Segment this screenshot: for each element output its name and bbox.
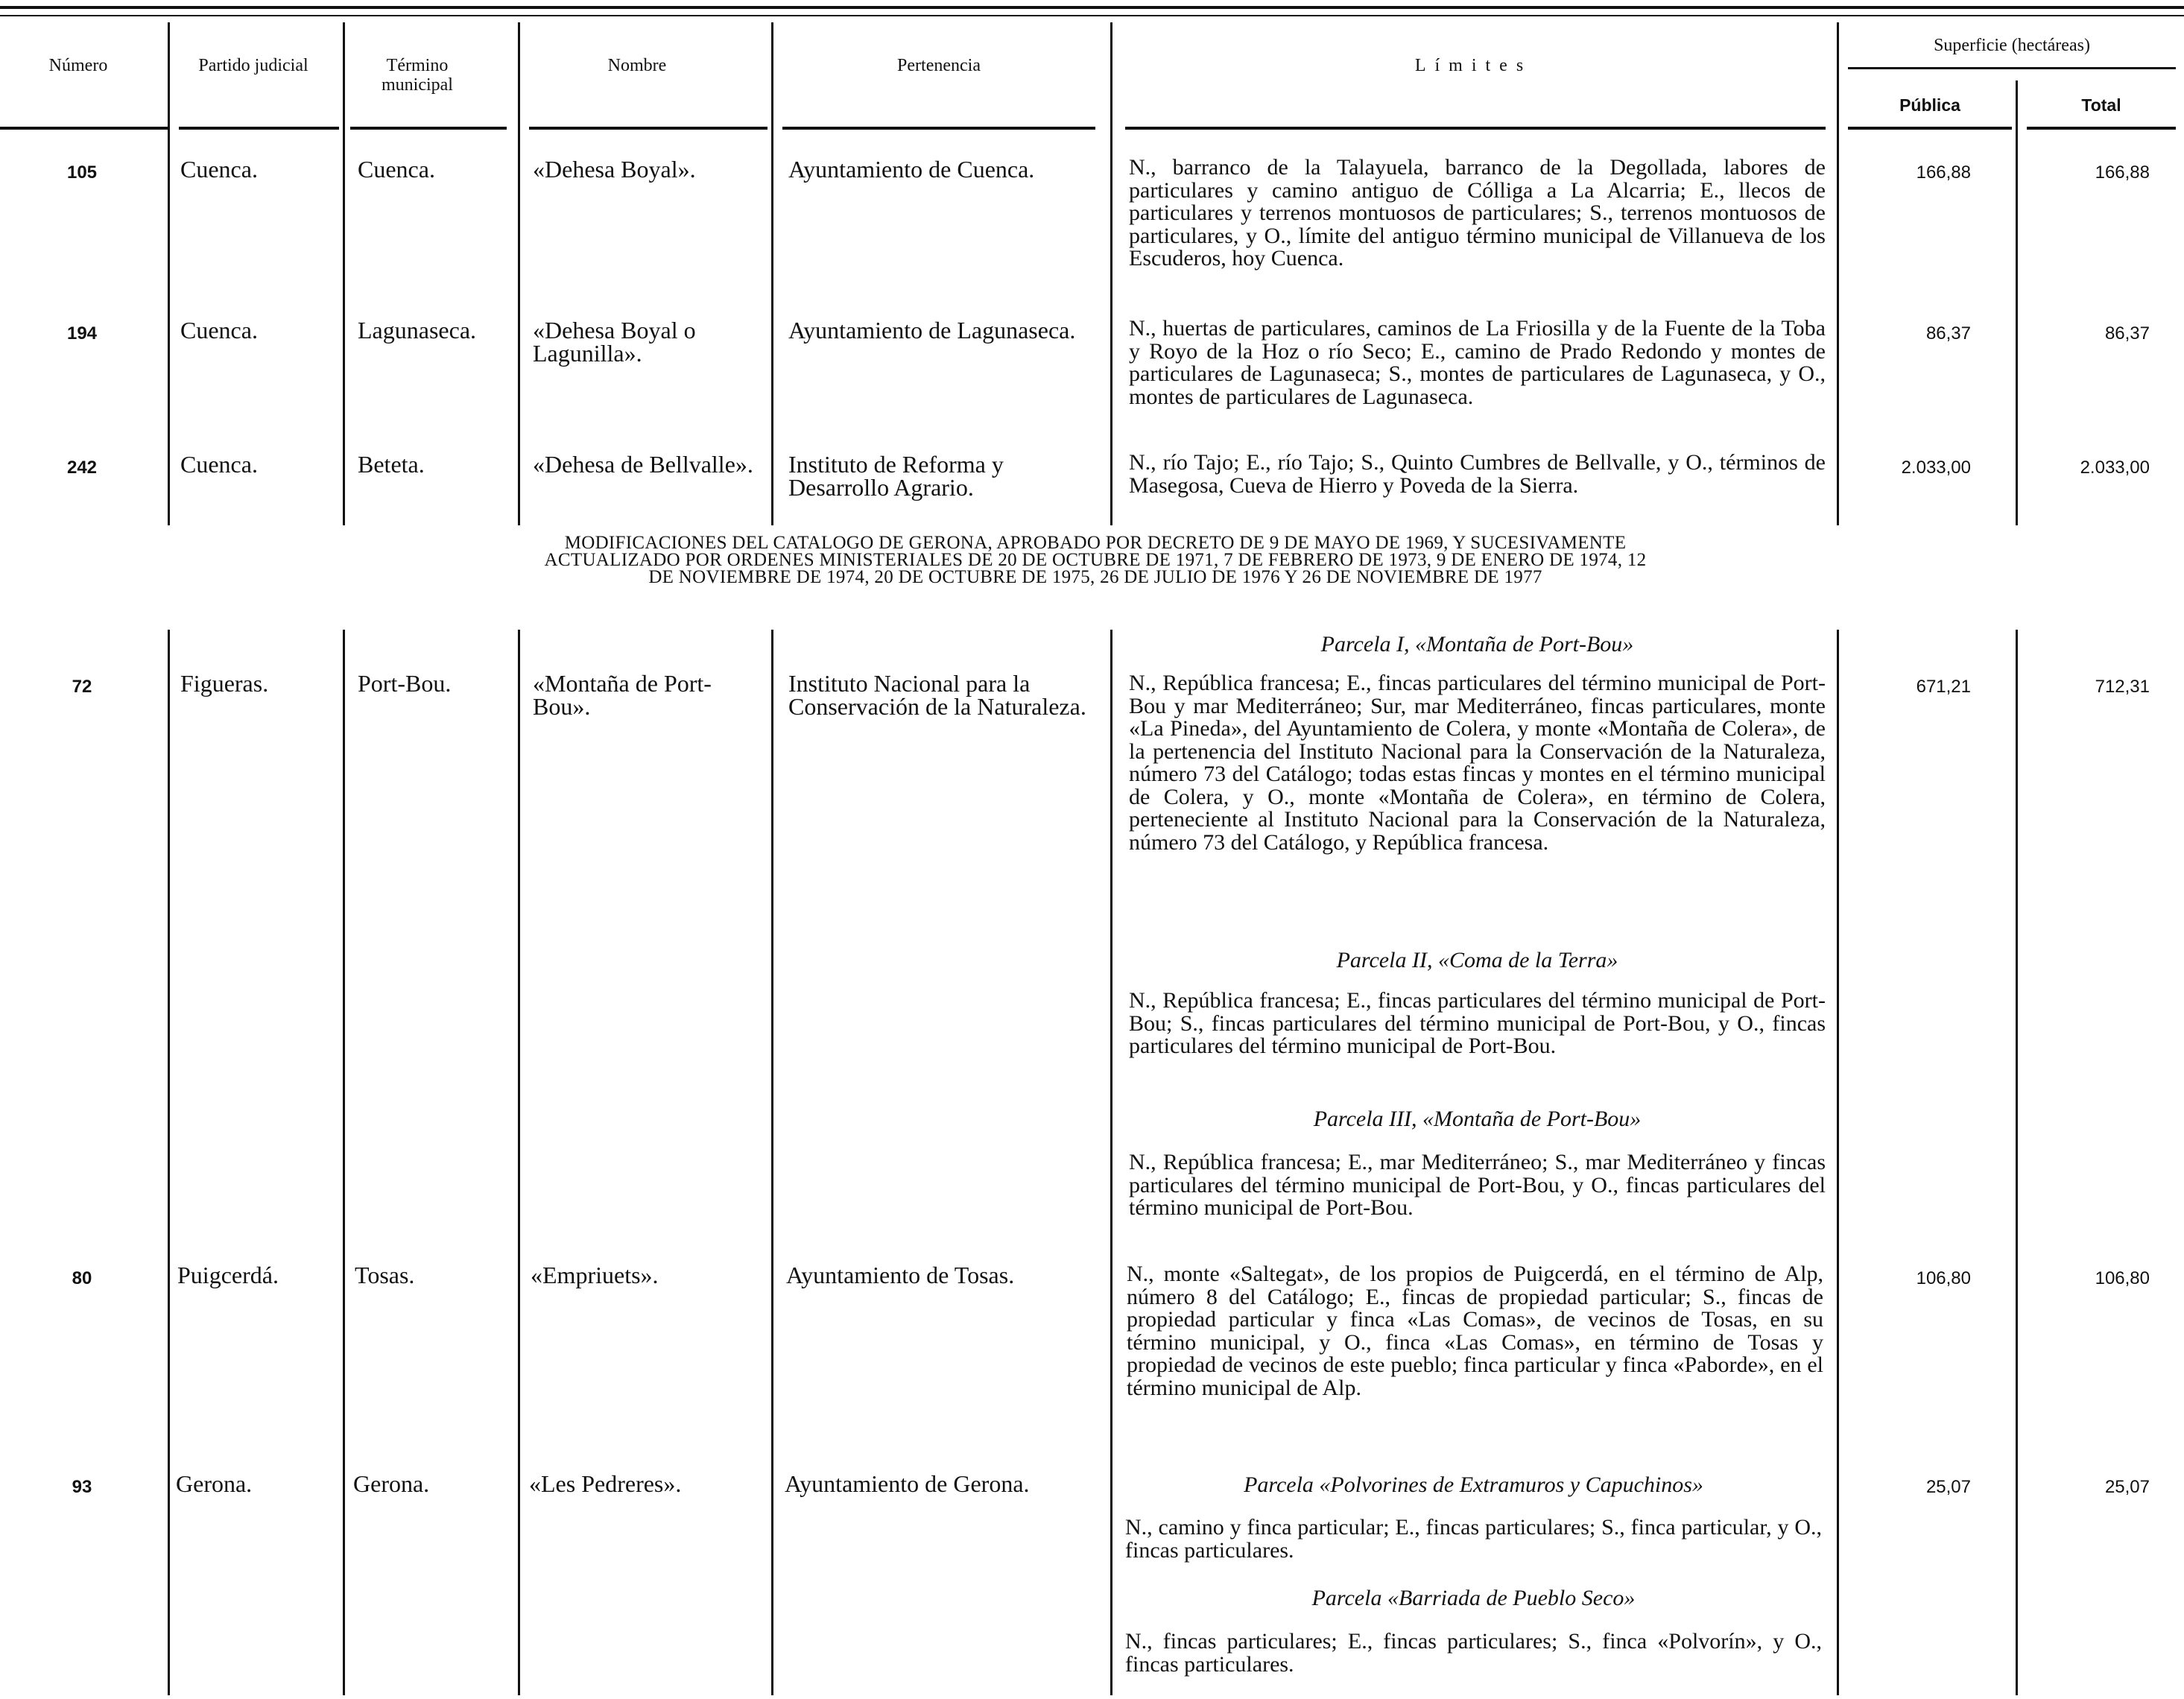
- row-194-limites: N., huertas de particulares, caminos de La Friosilla y de la Fuente de la Toba y Royo de la Hoz o río Seco; E., camino de Prado Redondo y montes de particulares de Lagunaseca; S., montes de particulares de Lagunaseca, y O., montes de particulares de Lagunaseca.: [1129, 316, 1826, 409]
- top-rule: [0, 6, 2184, 9]
- col-rule: [518, 630, 520, 1695]
- header-bottom-rule-5: [782, 127, 1095, 130]
- row-194-termino: Lagunaseca.: [358, 317, 477, 344]
- header-bottom-rule-2: [179, 127, 339, 130]
- row-242-termino: Beteta.: [358, 451, 425, 478]
- row-194-nombre: «Dehesa Boyal o Lagunilla».: [533, 317, 696, 367]
- col-rule: [771, 22, 773, 525]
- row-72-parcela-2-title: Parcela II, «Coma de la Terra»: [1336, 948, 1618, 972]
- row-105-nombre: «Dehesa Boyal».: [533, 156, 696, 183]
- top-rule-thin: [0, 15, 2184, 16]
- header-bottom-rule-4: [529, 127, 767, 130]
- col-rule: [1110, 630, 1112, 1695]
- row-93-pertenencia: Ayuntamiento de Gerona.: [785, 1470, 1030, 1497]
- row-105-pertenencia: Ayuntamiento de Cuenca.: [788, 156, 1035, 183]
- row-194-partido: Cuenca.: [180, 317, 258, 344]
- row-93-partido: Gerona.: [176, 1470, 253, 1497]
- header-bottom-rule-1: [0, 127, 168, 130]
- col-rule: [2016, 630, 2018, 1695]
- row-80-limites: N., monte «Saltegat», de los propios de Puigcerdá, en el término de Alp, número 8 del Catálogo; E., fincas de propiedad particular; S., fincas de propiedad particular y finca «Las Comas», de vecinos de Tosas, en su término municipal, y O., finca «Las Comas», en término de Tosas y propiedad de vecinos de este pueblo; finca particular y finca «Paborde», en el término municipal de Alp.: [1127, 1262, 1823, 1400]
- row-242-partido: Cuenca.: [180, 451, 258, 478]
- row-242-total: 2.033,00: [2080, 458, 2150, 478]
- col-rule: [343, 22, 345, 525]
- col-rule: [343, 630, 345, 1695]
- row-80-pertenencia: Ayuntamiento de Tosas.: [786, 1262, 1015, 1288]
- row-242-numero: 242: [66, 458, 98, 478]
- row-242-limites: N., río Tajo; E., río Tajo; S., Quinto Cumbres de Bellvalle, y O., términos de Masegosa, Cueva de Hierro y Poveda de la Sierra.: [1129, 450, 1826, 498]
- row-105-numero: 105: [66, 162, 98, 183]
- row-194-total: 86,37: [2104, 323, 2150, 344]
- header-partido: Partido judicial: [198, 56, 308, 75]
- row-72-parcela-1-title: Parcela I, «Montaña de Port-Bou»: [1320, 632, 1634, 656]
- col-rule: [168, 630, 170, 1695]
- row-93-numero: 93: [72, 1477, 92, 1497]
- header-pertenencia: Pertenencia: [897, 56, 981, 75]
- row-93-parcela-2-text: N., fincas particulares; E., fincas particulares; S., finca «Polvorín», y O., fincas particulares.: [1125, 1629, 1822, 1677]
- header-superficie: Superficie (hectáreas): [1934, 36, 2090, 55]
- row-80-publica: 106,80: [1916, 1268, 1971, 1288]
- row-80-numero: 80: [72, 1268, 92, 1288]
- row-105-partido: Cuenca.: [180, 156, 258, 183]
- col-rule: [1110, 22, 1112, 525]
- row-242-pertenencia: Instituto de Reforma y Desarrollo Agrario.: [788, 451, 1004, 501]
- header-limites: Límites: [1414, 56, 1533, 75]
- row-93-total: 25,07: [2104, 1477, 2150, 1497]
- col-rule: [518, 22, 520, 525]
- header-termino: Término municipal: [382, 56, 453, 95]
- row-72-parcela-2-text: N., República francesa; E., fincas particulares del término municipal de Port-Bou; S., fincas particulares del término municipal de Port-Bou, y O., fincas particulares del término municipal de Port-Bou.: [1129, 988, 1826, 1058]
- header-bottom-rule-3: [350, 127, 507, 130]
- row-93-nombre: «Les Pedreres».: [529, 1470, 682, 1497]
- col-rule: [771, 630, 773, 1695]
- header-publica: Pública: [1899, 95, 1960, 115]
- row-80-total: 106,80: [2095, 1268, 2150, 1288]
- row-72-numero: 72: [72, 677, 92, 697]
- row-105-termino: Cuenca.: [358, 156, 435, 183]
- row-72-termino: Port-Bou.: [358, 670, 452, 697]
- row-93-parcela-1-text: N., camino y finca particular; E., fincas particulares; S., finca particular, y O., fincas particulares.: [1125, 1515, 1822, 1563]
- header-total: Total: [2081, 95, 2121, 115]
- row-72-parcela-3-title: Parcela III, «Montaña de Port-Bou»: [1313, 1107, 1642, 1131]
- header-bottom-rule-7: [1848, 127, 2012, 130]
- row-194-publica: 86,37: [1925, 323, 1971, 344]
- modification-title: MODIFICACIONES DEL CATALOGO DE GERONA, APROBADO POR DECRETO DE 9 DE MAYO DE 1969, Y SUCESIVAMENTE ACTUALIZADO POR ORDENES MINISTERIALES DE 20 DE OCTUBRE DE 1971, 7 DE FEBRERO DE 1973, 9 DE ENERO DE 1974, 12 DE NOVIEMBRE DE 1974, 20 DE OCTUBRE DE 1975, 26 DE JULIO DE 1976 Y 26 DE NOVIEMBRE DE 1977: [544, 533, 1647, 587]
- row-93-parcela-1-title: Parcela «Polvorines de Extramuros y Capuchinos»: [1244, 1472, 1703, 1497]
- row-242-nombre: «Dehesa de Bellvalle».: [533, 451, 753, 478]
- row-105-limites: N., barranco de la Talayuela, barranco de la Degollada, labores de particulares y camino antiguo de Cólliga a La Alcarria; E., llecos de particulares y terrenos montuosos de particulares; S., terrenos montuosos de particulares, y O., límite del antiguo término municipal de Villanueva de los Escuderos, hoy Cuenca.: [1129, 155, 1826, 270]
- row-72-parcela-3-text: N., República francesa; E., mar Mediterráneo; S., mar Mediterráneo y fincas particulares del término municipal de Port-Bou, y O., fincas particulares del término municipal de Port-Bou.: [1129, 1150, 1826, 1220]
- row-105-total: 166,88: [2095, 162, 2150, 183]
- row-242-publica: 2.033,00: [1901, 458, 1971, 478]
- row-72-partido: Figueras.: [180, 670, 269, 697]
- row-194-pertenencia: Ayuntamiento de Lagunaseca.: [788, 317, 1076, 344]
- row-194-numero: 194: [66, 323, 98, 344]
- row-80-partido: Puigcerdá.: [177, 1262, 279, 1288]
- header-sub-rule: [1848, 67, 2176, 69]
- header-bottom-rule-8: [2027, 127, 2176, 130]
- row-105-publica: 166,88: [1916, 162, 1971, 183]
- row-72-publica: 671,21: [1916, 677, 1971, 697]
- row-93-publica: 25,07: [1925, 1477, 1971, 1497]
- header-bottom-rule-6: [1125, 127, 1826, 130]
- col-rule: [1837, 22, 1839, 525]
- col-rule: [1837, 630, 1839, 1695]
- header-numero: Número: [48, 56, 108, 75]
- row-80-termino: Tosas.: [355, 1262, 415, 1288]
- row-72-pertenencia: Instituto Nacional para la Conservación de la Naturaleza.: [788, 670, 1086, 720]
- row-93-parcela-2-title: Parcela «Barriada de Pueblo Seco»: [1311, 1586, 1636, 1610]
- col-rule: [2016, 80, 2018, 525]
- row-93-termino: Gerona.: [353, 1470, 430, 1497]
- row-72-parcela-1-text: N., República francesa; E., fincas particulares del término municipal de Port-Bou y mar Mediterráneo; Sur, mar Mediterráneo, fincas particulares, monte «La Pineda», del Ayuntamiento de Colera, y monte «Montaña de Colera», de la pertenencia del Instituto Nacional para la Conservación de la Naturaleza, número 73 del Catálogo; todas estas fincas y montes en el término municipal de Colera, y O., monte «Montaña de Colera», en término de Colera, perteneciente al Instituto Nacional para la Conservación de la Naturaleza, número 73 del Catálogo, y República francesa.: [1129, 671, 1826, 855]
- row-80-nombre: «Empriuets».: [531, 1262, 659, 1288]
- header-nombre: Nombre: [607, 56, 667, 75]
- col-rule: [168, 22, 170, 525]
- row-72-total: 712,31: [2095, 677, 2150, 697]
- row-72-nombre: «Montaña de Port-Bou».: [533, 670, 712, 720]
